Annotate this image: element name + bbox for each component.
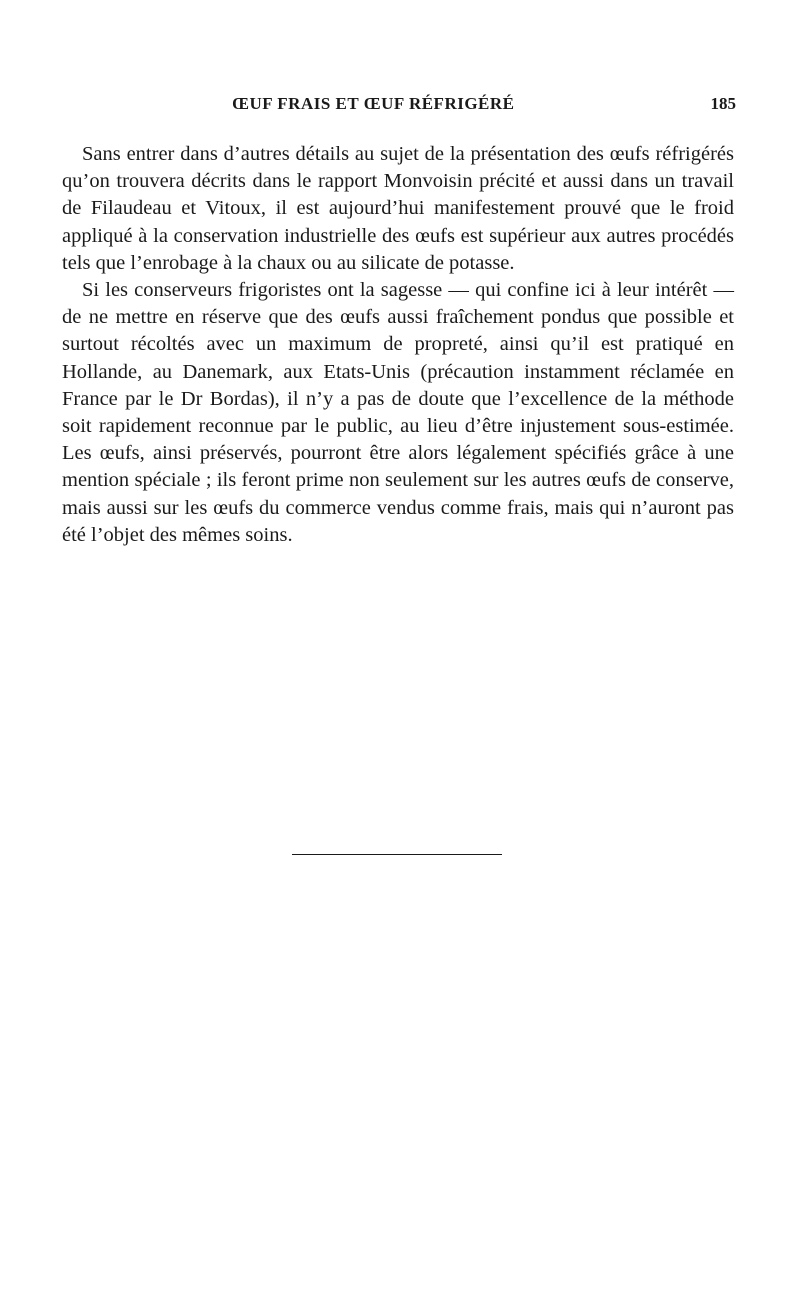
running-head: [0, 94, 800, 118]
page-number: 185: [710, 94, 736, 113]
paragraph-1: Sans entrer dans d’autres détails au sujet de la présentation des œufs réfrigérés qu’on trouvera décrits dans le rapport Monvoisin précité et aussi dans un travail de Filaudeau et Vitoux, il est aujourd’hui manifestement prouvé que le froid appliqué à la conservation industrielle des œufs est supérieur aux autres procédés tels que l’enrobage à la chaux ou au silicate de potasse.: [62, 143, 734, 274]
section-end-rule: [292, 854, 502, 855]
body-text: [62, 141, 734, 549]
running-title: ŒUF FRAIS ET ŒUF RÉFRIGÉRÉ: [232, 94, 515, 113]
paragraph-2: Si les conserveurs frigoristes ont la sagesse — qui confine ici à leur intérêt — de ne mettre en réserve que des œufs aussi fraîchement pondus que possible et surtout récoltés avec un maximum de propreté, ainsi qu’il est pratiqué en Hollande, au Danemark, aux Etats-Unis (précaution instamment réclamée en France par le Dr Bordas), il n’y a pas de doute que l’excellence de la méthode soit rapidement reconnue par le public, au lieu d’être injustement sous-estimée. Les œufs, ainsi préservés, pourront être alors légalement spécifiés grâce à une mention spéciale ; ils feront prime non seulement sur les autres œufs de conserve, mais aussi sur les œufs du commerce vendus comme frais, mais qui n’auront pas été l’objet des mêmes soins.: [62, 279, 734, 546]
